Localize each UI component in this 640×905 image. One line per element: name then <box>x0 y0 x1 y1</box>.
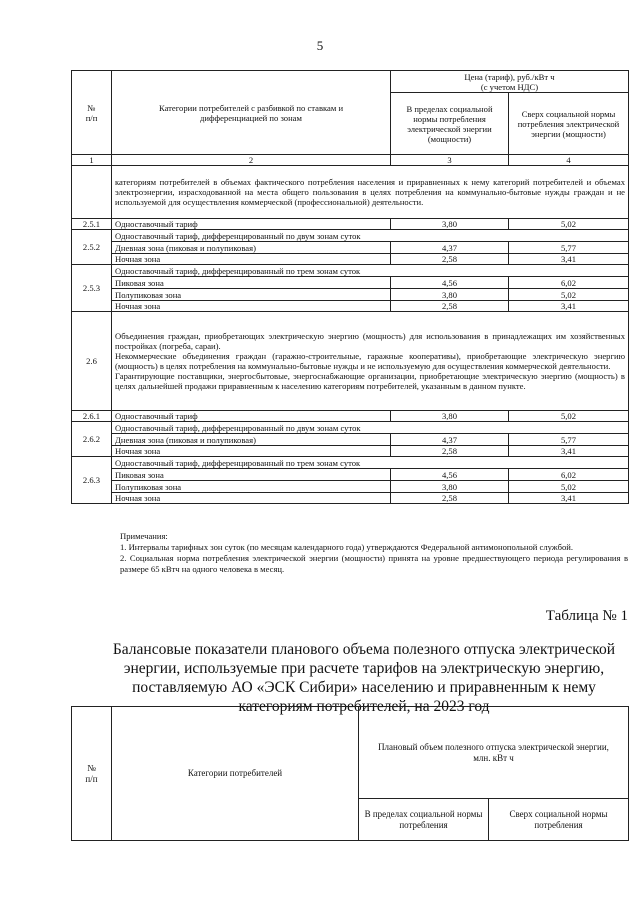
table-title: Балансовые показатели планового объема полезного отпуска электрической энергии, используемые при расчете тарифов на электрическую энергию, поставляемую АО «ЭСК Сибири» населению и приравненным к нему категориям потребителей, на 2023 год <box>112 641 616 715</box>
row-num: 2.6.3 <box>72 457 112 504</box>
row-label: Пиковая зона <box>112 469 391 481</box>
row-value-above: 5,77 <box>509 242 629 254</box>
row-value-within: 4,56 <box>391 277 509 289</box>
row-value-within: 2,58 <box>391 446 509 457</box>
row-value-within: 4,37 <box>391 434 509 446</box>
intro-text: категориям потребителей в объемах фактического потребления населения и приравненных к нему категорий потребителей и объемах электроэнергии, израсходованной на места общего пользования в целях потребления на коммунально-бытовые нужды граждан и не используемой для осуществления коммерческой (профессиональной) деятельности. <box>112 166 629 219</box>
row-title: Одноставочный тариф, дифференцированный по двум зонам суток <box>112 230 629 242</box>
row-value-within: 4,37 <box>391 242 509 254</box>
description-paragraph: Некоммерческие объединения граждан (гаражно-строительные, гаражные кооперативы), приобретающие электрическую энергию (мощность) в целях потребления на коммунально-бытовые нужды и не используемую для осуществления коммерческой деятельности. <box>115 351 625 371</box>
colnum-4: 4 <box>509 155 629 166</box>
row-num: 2.6 <box>72 312 112 411</box>
row-num: 2.6.2 <box>72 422 112 457</box>
description-paragraph: Объединения граждан, приобретающих электрическую энергию (мощность) для использования в принадлежащих им хозяйственных постройках (погреба, сараи). <box>115 331 625 351</box>
header-num: № п/п <box>72 71 112 155</box>
row-value-above: 6,02 <box>509 277 629 289</box>
row-label: Ночная зона <box>112 254 391 265</box>
row-value-within: 3,80 <box>391 411 509 422</box>
row-num: 2.5.1 <box>72 219 112 230</box>
row-num: 2.5.2 <box>72 230 112 265</box>
row-title: Одноставочный тариф, дифференцированный по двум зонам суток <box>112 422 629 434</box>
row-value-above: 6,02 <box>509 469 629 481</box>
row-num: 2.5.3 <box>72 265 112 312</box>
row-value-within: 3,80 <box>391 219 509 230</box>
tariff-table <box>71 70 629 504</box>
header-volume: Плановый объем полезного отпуска электрической энергии, млн. кВт ч <box>359 707 629 799</box>
colnum-2: 2 <box>112 155 391 166</box>
header-category: Категории потребителей с разбивкой по ставкам и дифференциацией по зонам <box>112 71 391 155</box>
balance-table <box>71 706 629 841</box>
row-value-above: 3,41 <box>509 493 629 504</box>
row-value-within: 3,80 <box>391 481 509 493</box>
row-value-above: 5,02 <box>509 481 629 493</box>
row-value-within: 2,58 <box>391 254 509 265</box>
row-value-within: 4,56 <box>391 469 509 481</box>
row-value-above: 3,41 <box>509 446 629 457</box>
note-1: 1. Интервалы тарифных зон суток (по месяцам календарного года) утверждаются Федеральной антимонопольной службой. <box>120 542 574 552</box>
header-above-norm: Сверх социальной нормы потребления электрической энергии (мощности) <box>509 93 629 155</box>
notes-title: Примечания: <box>120 531 168 541</box>
row-label: Полупиковая зона <box>112 289 391 301</box>
row-num: 2.6.1 <box>72 411 112 422</box>
row-title: Одноставочный тариф, дифференцированный по трем зонам суток <box>112 457 629 469</box>
row-value-within: 2,58 <box>391 493 509 504</box>
colnum-3: 3 <box>391 155 509 166</box>
row-label: Дневная зона (пиковая и полупиковая) <box>112 242 391 254</box>
header-within-norm: В пределах социальной нормы потребления <box>359 799 489 841</box>
header-above-norm: Сверх социальной нормы потребления <box>489 799 629 841</box>
notes <box>120 531 628 575</box>
row-value-above: 5,02 <box>509 289 629 301</box>
row-value-above: 3,41 <box>509 301 629 312</box>
header-category: Категории потребителей <box>112 707 359 841</box>
note-2: 2. Социальная норма потребления электрической энергии (мощности) принята на уровне предшествующего периода регулирования в размере 65 кВтч на одного человека в месяц. <box>120 553 628 574</box>
description-paragraph: Гарантирующие поставщики, энергосбытовые, энергоснабжающие организации, приобретающие электрическую энергию (мощность) в целях дальнейшей продажи приравненным к населению категориям потребителей, указанным в данном пункте. <box>115 371 625 391</box>
row-label: Полупиковая зона <box>112 481 391 493</box>
table-label: Таблица № 1 <box>545 608 628 624</box>
row-label: Дневная зона (пиковая и полупиковая) <box>112 434 391 446</box>
row-label: Пиковая зона <box>112 277 391 289</box>
colnum-1: 1 <box>72 155 112 166</box>
row-label: Одноставочный тариф <box>112 411 391 422</box>
row-label: Одноставочный тариф <box>112 219 391 230</box>
row-label: Ночная зона <box>112 493 391 504</box>
row-value-within: 2,58 <box>391 301 509 312</box>
header-num: № п/п <box>72 707 112 841</box>
row-value-within: 3,80 <box>391 289 509 301</box>
row-value-above: 5,02 <box>509 219 629 230</box>
row-value-above: 5,77 <box>509 434 629 446</box>
header-price: Цена (тариф), руб./кВт ч (с учетом НДС) <box>391 71 629 93</box>
header-within-norm: В пределах социальной нормы потребления электрической энергии (мощности) <box>391 93 509 155</box>
row-value-above: 5,02 <box>509 411 629 422</box>
row-description <box>112 312 629 411</box>
row-title: Одноставочный тариф, дифференцированный по трем зонам суток <box>112 265 629 277</box>
row-label: Ночная зона <box>112 301 391 312</box>
row-label: Ночная зона <box>112 446 391 457</box>
row-value-above: 3,41 <box>509 254 629 265</box>
page-number: 5 <box>316 38 324 53</box>
